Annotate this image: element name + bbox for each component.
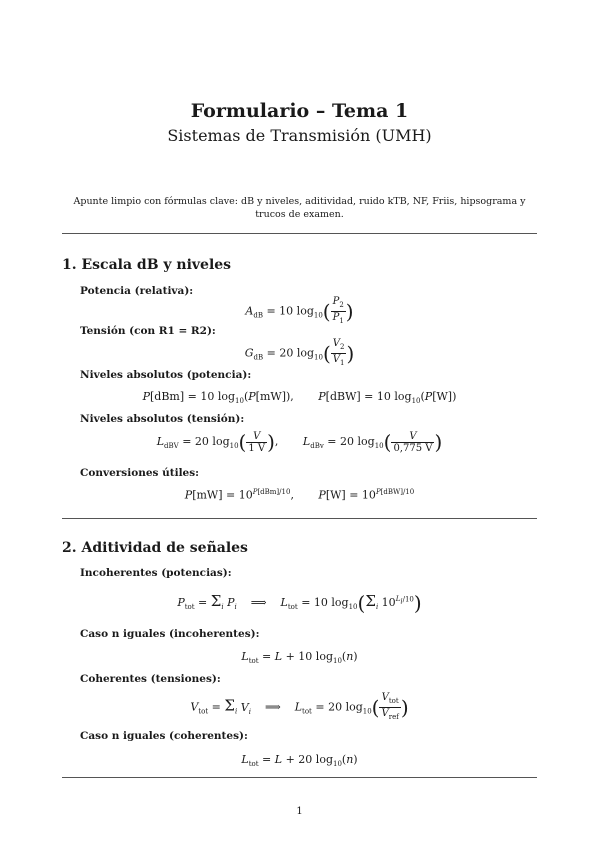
eq-conversions: $P[mW] = 10^{P[dBm]/10}$, $P[W] = 10^{P[dBW]/10}$ [184,488,415,502]
eq-adb: $A_{dB} = 10$ $\log_{10}$( $\frac{P_2}{P_1}$ ) [245,296,354,325]
doc-title: Formulario – Tema 1 [190,100,409,122]
label-coherentes: Coherentes (tensiones): [80,673,221,685]
label-tension: Tensión (con R1 = R2): [80,325,216,337]
eq-n-incoherent: $L_{tot} = L + 10$ $\log_{10}(n)$ [241,650,358,666]
eq-coherent-sum: $V_{tot} = \Sigma_i$ $V_i$ ⟹ $L_{tot} = 20$ $\log_{10}$( $\frac{V_{tot}}{V_{ref}}$ ) [190,692,409,721]
eq-n-coherent: $L_{tot} = L + 20$ $\log_{10}(n)$ [241,753,358,769]
eq-dbm-dbw: P[dBm] = 10 $\log_{10}(P[mW])$, P[dBW] = 10 $\log_{10}(P[W])$ [142,390,457,406]
section-2-heading: 2. Aditividad de señales [62,540,248,556]
eq-gdb: $G_{dB} = 20$ $\log_{10}$( $\frac{V_2}{V_1}$ ) [244,338,355,367]
rule-2 [62,518,537,519]
rule-3 [62,777,537,778]
label-niveles-tension: Niveles absolutos (tensión): [80,413,245,425]
label-incoherentes: Incoherentes (potencias): [80,567,232,579]
label-caso-n-coherentes: Caso n iguales (coherentes): [80,730,248,742]
label-caso-n-incoherentes: Caso n iguales (incoherentes): [80,628,260,640]
doc-subtitle: Sistemas de Transmisión (UMH) [167,126,432,145]
page-number: 1 [296,806,303,817]
eq-incoherent-sum: $P_{tot} = \Sigma_i$ $P_i$ ⟹ $L_{tot} = 10$ $\log_{10}(\Sigma_i$ $10^{L_i/10}$) [177,591,422,615]
rule-1 [62,233,537,234]
label-niveles-potencia: Niveles absolutos (potencia): [80,369,252,381]
abstract: Apunte limpio con fórmulas clave: dB y niveles, aditividad, ruido kTB, NF, Friis, hipsograma y trucos de examen. [73,196,526,220]
eq-dbv-dbu: $L_{dBV} = 20$ $\log_{10}$( $\frac{V}{1 V}$ ), $L_{dBv} = 20$ $\log_{10}$( $\frac{V}{0,775 V}$ ) [156,430,443,454]
label-conversiones: Conversiones útiles: [80,467,200,479]
label-potencia: Potencia (relativa): [80,285,194,297]
section-1-heading: 1. Escala dB y niveles [62,257,232,273]
